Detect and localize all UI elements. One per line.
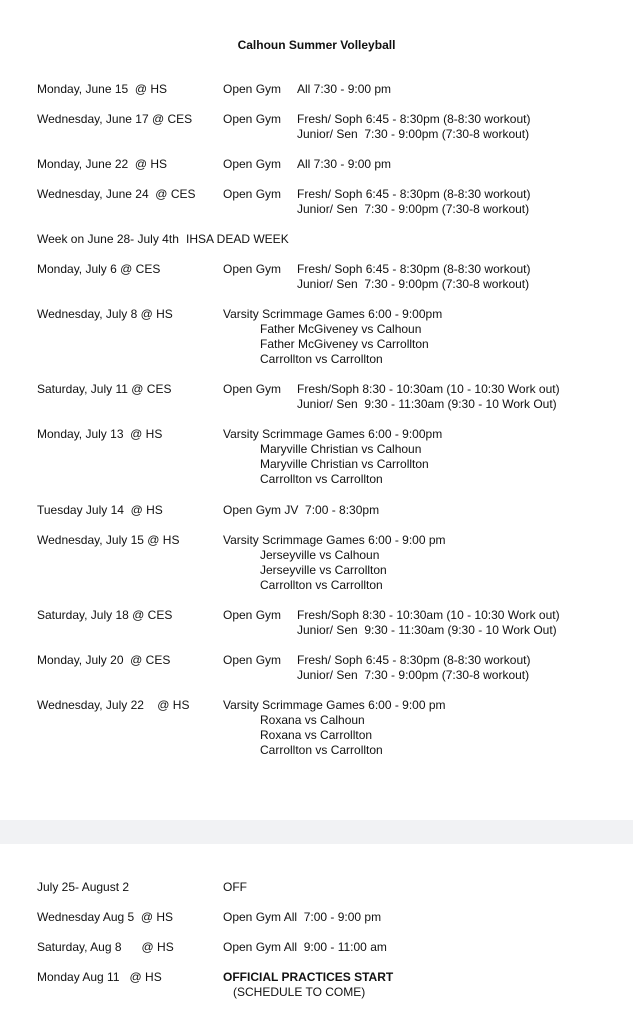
- page-2: [0, 844, 633, 1024]
- row-event: Open Gym: [223, 608, 282, 622]
- row-date: Monday, June 15 @ HS: [37, 82, 168, 96]
- row-detail: Fresh/ Soph 6:45 - 8:30pm (8-8:30 workout): [297, 187, 531, 201]
- row-detail: All 7:30 - 9:00 pm: [297, 157, 392, 171]
- game-matchup: Roxana vs Carrollton: [260, 728, 373, 742]
- row-detail: Fresh/Soph 8:30 - 10:30am (10 - 10:30 Work out): [297, 608, 560, 622]
- row-date: Monday, July 6 @ CES: [37, 262, 161, 276]
- row-detail: Junior/ Sen 7:30 - 9:00pm (7:30-8 workout): [297, 202, 530, 216]
- row-date: Monday, June 22 @ HS: [37, 157, 168, 171]
- row-date: Tuesday July 14 @ HS: [37, 503, 163, 517]
- row-date: Wednesday, June 17 @ CES: [37, 112, 193, 126]
- row-detail: Fresh/ Soph 6:45 - 8:30pm (8-8:30 workout): [297, 653, 531, 667]
- row-detail: All 7:30 - 9:00 pm: [297, 82, 392, 96]
- row-detail: Fresh/Soph 8:30 - 10:30am (10 - 10:30 Work out): [297, 382, 560, 396]
- row-event: Open Gym JV 7:00 - 8:30pm: [223, 503, 380, 517]
- game-matchup: Carrollton vs Carrollton: [260, 352, 383, 366]
- row-event: Open Gym: [223, 187, 282, 201]
- row-date: Wednesday, June 24 @ CES: [37, 187, 196, 201]
- row-detail: Junior/ Sen 9:30 - 11:30am (9:30 - 10 Work Out): [297, 397, 557, 411]
- row-detail: Junior/ Sen 7:30 - 9:00pm (7:30-8 workout): [297, 127, 530, 141]
- game-matchup: Jerseyville vs Carrollton: [260, 563, 387, 577]
- game-matchup: Jerseyville vs Calhoun: [260, 548, 380, 562]
- schedule-note: (SCHEDULE TO COME): [233, 985, 366, 999]
- row-date: Saturday, July 11 @ CES: [37, 382, 172, 396]
- row-detail: Junior/ Sen 7:30 - 9:00pm (7:30-8 workout): [297, 668, 530, 682]
- row-date: Monday, July 20 @ CES: [37, 653, 171, 667]
- row-event: Open Gym: [223, 653, 282, 667]
- row-event: Varsity Scrimmage Games 6:00 - 9:00pm: [223, 427, 443, 441]
- row-detail: Junior/ Sen 7:30 - 9:00pm (7:30-8 workout): [297, 277, 530, 291]
- game-matchup: Father McGiveney vs Calhoun: [260, 322, 422, 336]
- row-date: Monday Aug 11 @ HS: [37, 970, 162, 984]
- row-date: Wednesday Aug 5 @ HS: [37, 910, 174, 924]
- official-practices-heading: OFFICIAL PRACTICES START: [223, 970, 394, 984]
- row-event: Varsity Scrimmage Games 6:00 - 9:00pm: [223, 307, 443, 321]
- row-event: Open Gym: [223, 112, 282, 126]
- row-event: Open Gym: [223, 382, 282, 396]
- row-detail: Fresh/ Soph 6:45 - 8:30pm (8-8:30 workout): [297, 112, 531, 126]
- row-event: IHSA DEAD WEEK: [186, 232, 289, 246]
- game-matchup: Maryville Christian vs Carrollton: [260, 457, 429, 471]
- row-date: Saturday, Aug 8 @ HS: [37, 940, 174, 954]
- row-detail: Junior/ Sen 9:30 - 11:30am (9:30 - 10 Work Out): [297, 623, 557, 637]
- row-event: Open Gym: [223, 262, 282, 276]
- row-detail: Fresh/ Soph 6:45 - 8:30pm (8-8:30 workout): [297, 262, 531, 276]
- row-date: July 25- August 2: [37, 880, 130, 894]
- game-matchup: Carrollton vs Carrollton: [260, 578, 383, 592]
- row-event: Open Gym: [223, 157, 282, 171]
- row-date: Wednesday, July 8 @ HS: [37, 307, 173, 321]
- row-event: Open Gym All 7:00 - 9:00 pm: [223, 910, 382, 924]
- row-date: Wednesday, July 15 @ HS: [37, 533, 180, 547]
- page-separator: [0, 820, 633, 844]
- row-date: Saturday, July 18 @ CES: [37, 608, 173, 622]
- game-matchup: Maryville Christian vs Calhoun: [260, 442, 422, 456]
- game-matchup: Carrollton vs Carrollton: [260, 472, 383, 486]
- game-matchup: Roxana vs Calhoun: [260, 713, 365, 727]
- game-matchup: Carrollton vs Carrollton: [260, 743, 383, 757]
- row-date: Week on June 28- July 4th: [37, 232, 179, 246]
- row-event: Varsity Scrimmage Games 6:00 - 9:00 pm: [223, 533, 446, 547]
- row-date: Wednesday, July 22 @ HS: [37, 698, 190, 712]
- game-matchup: Father McGiveney vs Carrollton: [260, 337, 429, 351]
- row-event: Open Gym: [223, 82, 282, 96]
- row-event: OFF: [223, 880, 247, 894]
- row-event: Varsity Scrimmage Games 6:00 - 9:00 pm: [223, 698, 446, 712]
- document-title: Calhoun Summer Volleyball: [237, 38, 396, 52]
- row-event: Open Gym All 9:00 - 11:00 am: [223, 940, 387, 954]
- row-date: Monday, July 13 @ HS: [37, 427, 163, 441]
